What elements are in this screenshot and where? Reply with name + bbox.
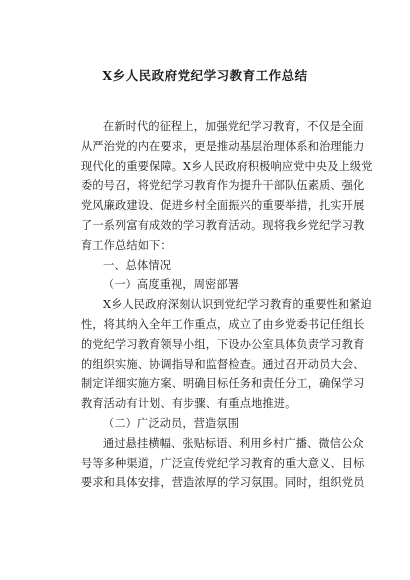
- paragraph-line: 的组织实施、协调指导和监督检查。通过召开动员大会、: [81, 357, 365, 371]
- intro-line: 育工作总结如下：: [81, 238, 172, 252]
- intro-paragraph: [81, 117, 373, 493]
- subsection-heading: （二）广泛动员，营造氛围: [103, 416, 240, 430]
- document-title: X乡人民政府党纪学习教育工作总结: [102, 68, 308, 83]
- subsection-heading: （一）高度重视，周密部署: [103, 278, 240, 292]
- intro-line: 从严治党的内在要求，更是推动基层治理体系和治理能力: [81, 139, 365, 153]
- section-heading: 一、总体情况: [103, 258, 172, 272]
- paragraph-line: 号等多种渠道，广泛宣传党纪学习教育的重大意义、目标: [81, 456, 365, 470]
- paragraph-line: 的党纪学习教育领导小组，下设办公室具体负责学习教育: [81, 337, 365, 351]
- intro-line: 党风廉政建设、促进乡村全面振兴的重要举措，扎实开展: [81, 199, 365, 213]
- paragraph-line: 通过悬挂横幅、张贴标语、利用乡村广播、微信公众: [103, 436, 364, 450]
- paragraph-line: X乡人民政府深刻认识到党纪学习教育的重要性和紧迫: [103, 298, 372, 312]
- intro-line: 委的号召，将党纪学习教育作为提升干部队伍素质、强化: [81, 179, 365, 193]
- intro-line: 在新时代的征程上，加强党纪学习教育，不仅是全面: [103, 120, 364, 133]
- intro-line: 现代化的重要保障。X乡人民政府积极响应党中央及上级党: [81, 159, 373, 173]
- paragraph-line: 制定详细实施方案、明确目标任务和责任分工，确保学习: [81, 377, 365, 391]
- intro-line: 了一系列富有成效的学习教育活动。现将我乡党纪学习教: [81, 218, 365, 232]
- paragraph-line: 教育活动有计划、有步骤、有重点地推进。: [81, 397, 297, 411]
- paragraph-line: 要求和具体安排，营造浓厚的学习氛围。同时，组织党员: [81, 476, 365, 490]
- paragraph-line: 性，将其纳入全年工作重点，成立了由乡党委书记任组长: [81, 317, 365, 331]
